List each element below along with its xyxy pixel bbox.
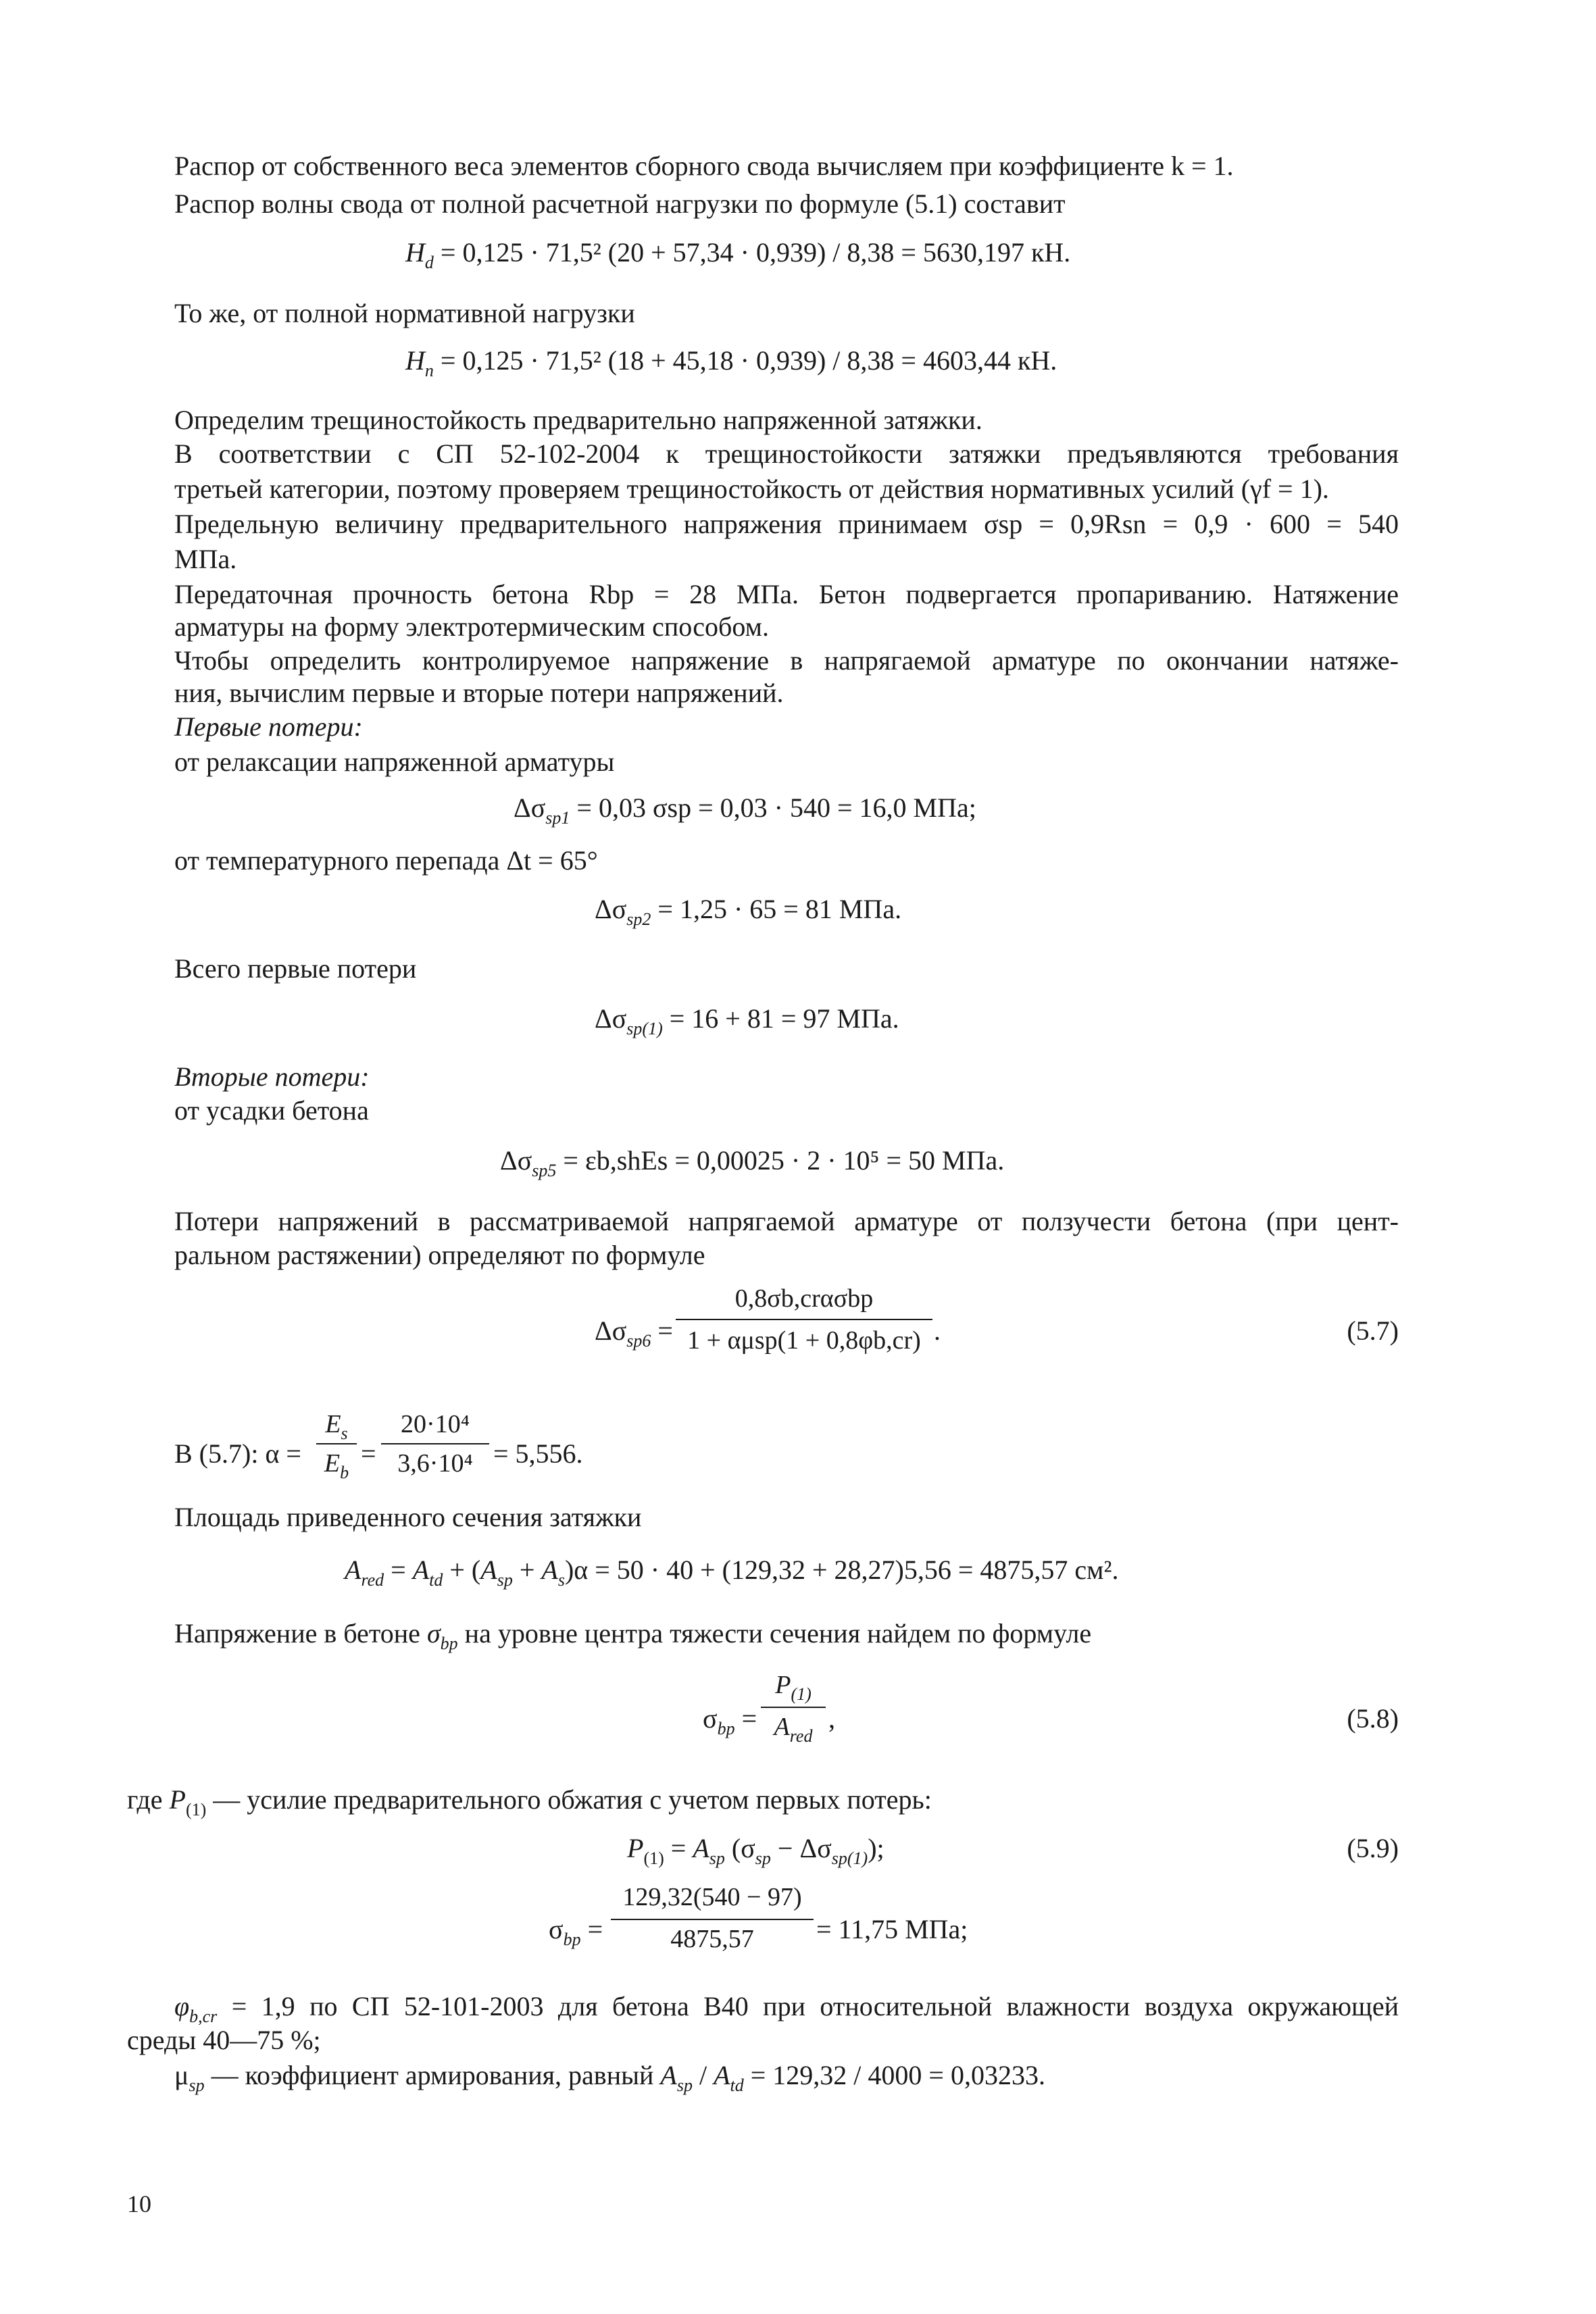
paragraph-where-p1-rest: — усилие предварительного обжатия с учетом первых потерь: bbox=[213, 1784, 932, 1815]
alpha-fraction-moduli: $E_s$ $E_b$ bbox=[316, 1409, 357, 1490]
equation-5-7-numerator: 0,8σb,crασbp bbox=[734, 1284, 874, 1313]
paragraph-creep-coefficient-line2: среды 40—75 %; bbox=[127, 2025, 321, 2055]
equation-ared: $A_{red} = A_{td} + (A_{sp} + A_s)\alpha = 50 \cdot 40 + (129,32 + 28,27)5,56 = 4875,57$ см². bbox=[345, 1555, 1119, 1590]
paragraph-crack-resistance: Определим трещиностойкость предварительно напряженной затяжки. bbox=[174, 405, 982, 435]
paragraph-shrinkage: от усадки бетона bbox=[174, 1095, 369, 1126]
equation-hd-rhs: = 0,125 · 71,5² (20 + 57,34 · 0,939) / 8,38 = 5630,197 кН. bbox=[440, 237, 1071, 268]
alpha-result: = 5,556. bbox=[493, 1438, 583, 1469]
equation-5-7-period: . bbox=[934, 1315, 941, 1346]
equation-5-7-lhs: $\Delta\sigma_{sp6}$ = bbox=[595, 1315, 673, 1351]
paragraph-concrete-stress-prefix: Напряжение в бетоне bbox=[174, 1618, 420, 1649]
page-number: 10 bbox=[127, 2190, 151, 2217]
equation-sbp-result: = 11,75 МПа; bbox=[816, 1914, 968, 1944]
heading-second-losses: Вторые потери: bbox=[174, 1061, 370, 1092]
equation-5-7-bar bbox=[676, 1319, 932, 1320]
paragraph-prestress-limit-line2: МПа. bbox=[174, 544, 237, 574]
paragraph-prestress-limit-line1: Предельную величину предварительного напряжения принимаем σsp = 0,9Rsn = 0,9 · 600 = 540 bbox=[174, 509, 1399, 539]
alpha-denominator: 3,6·10⁴ bbox=[397, 1449, 473, 1478]
paragraph-transfer-strength-line2: арматуры на форму электротермическим способом. bbox=[174, 611, 769, 642]
equation-5-7-fraction bbox=[676, 1284, 932, 1372]
paragraph-creep-coefficient-line1: $\varphi_{b,cr} = 1,9$ по СП 52-101-2003 для бетона В40 при относительной влажности воздуха окружающей bbox=[174, 1991, 1399, 2026]
paragraph-where-p1-prefix: где bbox=[127, 1784, 163, 1815]
equation-5-8-comma: , bbox=[828, 1703, 835, 1734]
paragraph-reduced-section: Площадь приведенного сечения затяжки bbox=[174, 1502, 642, 1532]
paragraph-creep-coefficient-text: = 1,9 по СП 52-101-2003 для бетона В40 при относительной влажности воздуха окружающей bbox=[231, 1991, 1399, 2021]
paragraph-temperature-drop: от температурного перепада Δt = 65° bbox=[174, 845, 598, 876]
paragraph-sp-requirements-line1: В соответствии с СП 52-102-2004 к трещиностойкости затяжки предъявляются требования bbox=[174, 438, 1399, 469]
paragraph-design-load-thrust: Распор волны свода от полной расчетной нагрузки по формуле (5.1) составит bbox=[174, 188, 1066, 219]
equation-hn: $H_n = 0,125 \cdot 71,5^2$ (18 + 45,18 · 0,939) / 8,38 = 4603,44 кН. bbox=[405, 345, 1057, 380]
equation-delta-sp2-rhs: = 1,25 · 65 = 81 МПа. bbox=[657, 894, 902, 924]
equation-delta-sp1-total: $\Delta\sigma_{sp(1)} = 16 + 81 = 97$ МПа. bbox=[595, 1003, 899, 1038]
paragraph-control-stress-line1: Чтобы определить контролируемое напряжение в напрягаемой арматуре по окончании натяже- bbox=[174, 645, 1399, 676]
alpha-definition-label: В (5.7): bbox=[174, 1438, 259, 1469]
paragraph-creep-losses-line1: Потери напряжений в рассматриваемой напрягаемой арматуре от ползучести бетона (при цент- bbox=[174, 1206, 1399, 1236]
alpha-equals: = bbox=[361, 1438, 376, 1469]
equation-delta-sp1: $\Delta\sigma_{sp1} = 0,03$ σsp = 0,03 · 540 = 16,0 МПа; bbox=[514, 793, 976, 828]
equation-ared-rhs: = 50 · 40 + (129,32 + 28,27)5,56 = 4875,57 см². bbox=[595, 1555, 1119, 1585]
paragraph-control-stress-line2: ния, вычислим первые и вторые потери напряжений. bbox=[174, 678, 784, 708]
paragraph-where-p1: где $P_{(1)}$ — усилие предварительного обжатия с учетом первых потерь: bbox=[127, 1784, 932, 1819]
paragraph-relaxation: от релаксации напряженной арматуры bbox=[174, 747, 615, 777]
paragraph-total-first-losses: Всего первые потери bbox=[174, 953, 417, 984]
equation-sbp-lhs: $\sigma_{bp}$ = bbox=[549, 1914, 603, 1949]
paragraph-concrete-stress-rest: на уровне центра тяжести сечения найдем по формуле bbox=[464, 1618, 1092, 1649]
equation-sbp-denominator: 4875,57 bbox=[670, 1925, 754, 1953]
equation-5-9-label: (5.9) bbox=[1347, 1833, 1399, 1863]
paragraph-creep-losses-line2: ральном растяжении) определяют по формуле bbox=[174, 1240, 705, 1270]
paragraph-reinforcement-ratio-text: — коэффициент армирования, равный bbox=[211, 2060, 654, 2090]
paragraph-sp-requirements-line2: третьей категории, поэтому проверяем трещиностойкость от действия нормативных усилий (γf = 1). bbox=[174, 474, 1329, 504]
equation-hn-rhs: = 0,125 · 71,5² (18 + 45,18 · 0,939) / 8,38 = 4603,44 кН. bbox=[440, 345, 1057, 376]
equation-delta-sp5: $\Delta\sigma_{sp5}$ = εb,shEs = 0,00025 · 2 · 10⁵ = 50 МПа. bbox=[500, 1145, 1005, 1180]
heading-first-losses: Первые потери: bbox=[174, 711, 363, 742]
equation-hd: $H_d = 0,125 \cdot 71,5^2$ (20 + 57,34 · 0,939) / 8,38 = 5630,197 кН. bbox=[405, 237, 1071, 272]
equation-delta-sp2: $\Delta\sigma_{sp2} = 1,25 \cdot 65 = 81$ МПа. bbox=[595, 894, 902, 929]
equation-sbp-numerator: 129,32(540 − 97) bbox=[622, 1883, 802, 1911]
equation-sbp-fraction bbox=[611, 1882, 814, 1970]
equation-delta-sp1-total-rhs: = 16 + 81 = 97 МПа. bbox=[669, 1003, 899, 1034]
equation-5-7-label: (5.7) bbox=[1347, 1315, 1399, 1346]
alpha-fraction-values bbox=[381, 1409, 489, 1490]
paragraph-transfer-strength-line1: Передаточная прочность бетона Rbp = 28 МПа. Бетон подвергается пропариванию. Натяжение bbox=[174, 579, 1399, 609]
equation-5-8-lhs: $\sigma_{bp}$ = bbox=[703, 1703, 757, 1738]
paragraph-concrete-stress: Напряжение в бетоне $\sigma_{bp}$ на уровне центра тяжести сечения найдем по формуле bbox=[174, 1618, 1092, 1653]
paragraph-self-weight-thrust: Распор от собственного веса элементов сборного свода вычисляем при коэффициенте k = 1. bbox=[174, 151, 1234, 181]
alpha-numerator: 20·10⁴ bbox=[401, 1410, 470, 1438]
equation-5-9: $P_{(1)} = A_{sp}$ $(\sigma_{sp} - \Delta\sigma_{sp(1)})$; bbox=[627, 1833, 884, 1868]
equation-delta-sp5-rhs: = εb,shEs = 0,00025 · 2 · 10⁵ = 50 МПа. bbox=[563, 1145, 1005, 1176]
equation-5-8-fraction: $P_{(1)}$ $A_{red}$ bbox=[761, 1670, 826, 1758]
equation-delta-sp1-rhs: = 0,03 σsp = 0,03 · 540 = 16,0 МПа; bbox=[576, 793, 976, 823]
equation-5-7-denominator: 1 + αμsp(1 + 0,8φb,cr) bbox=[687, 1326, 921, 1355]
equation-5-8-label: (5.8) bbox=[1347, 1703, 1399, 1734]
paragraph-reinforcement-ratio-value: = 129,32 / 4000 = 0,03233. bbox=[750, 2060, 1045, 2090]
paragraph-reinforcement-ratio: $\mu_{sp}$ — коэффициент армирования, равный $A_{sp} / A_{td} = 129,32 / 4000 = 0,03233$. bbox=[174, 2060, 1045, 2095]
paragraph-normative-load: То же, от полной нормативной нагрузки bbox=[174, 298, 635, 328]
alpha-definition-prefix: В (5.7): α = bbox=[174, 1438, 301, 1469]
